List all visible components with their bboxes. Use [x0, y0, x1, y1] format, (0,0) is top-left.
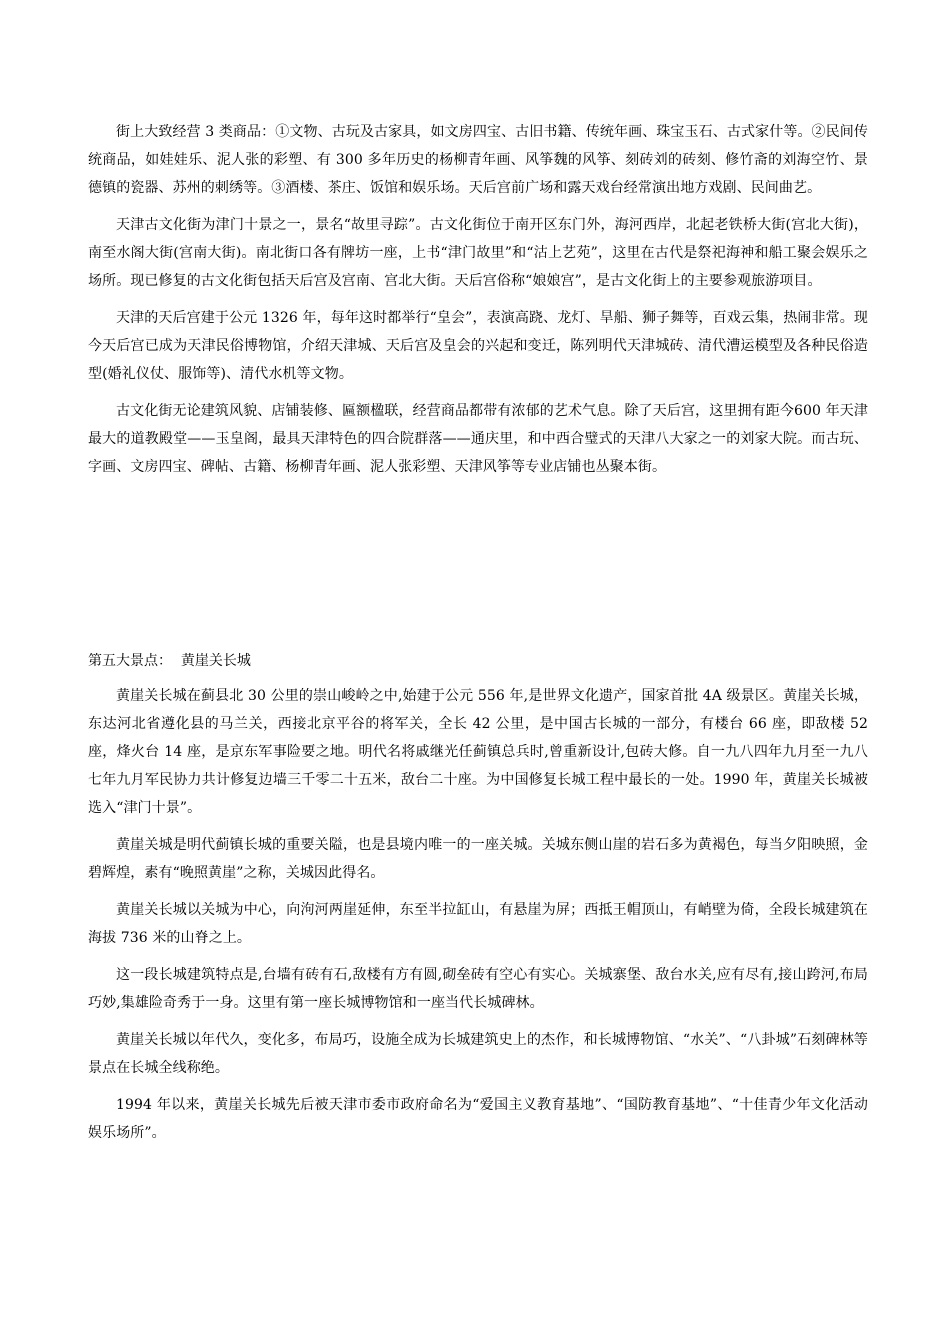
section-huangyaguan-great-wall	[88, 682, 868, 1147]
paragraph-layout: 黄崖关长城以关城为中心，向泃河两崖延伸，东至半拉缸山，有悬崖为屏；西抵王帽顶山，有峭壁为倚，全段长城建筑在海拔 736 米的山脊之上。	[88, 902, 868, 946]
paragraph-street-intro: 天津古文化街为津门十景之一，景名“故里寻踪”。古文化街位于南开区东门外，海河西岸，北起老铁桥大街(宫北大街)，南至水阁大街(宫南大街)。南北街口各有牌坊一座，上书“津门故里”和“沽上艺苑”，这里在古代是祭祀海神和船工聚会娱乐之场所。现已修复的古文化街包括天后宫及宫南、宫北大街。天后宫俗称“娘娘宫”，是古文化街上的主要参观旅游项目。	[88, 217, 868, 289]
paragraph-street-features: 古文化街无论建筑风貌、店铺装修、匾额楹联，经营商品都带有浓郁的艺术气息。除了天后宫，这里拥有距今600 年天津最大的道教殿堂——玉皇阁，最具天津特色的四合院群落——通庆里，和中西合璧式的天津八大家之一的刘家大院。而古玩、字画、文房四宝、碑帖、古籍、杨柳青年画、泥人张彩塑、天津风筝等专业店铺也丛聚本街。	[88, 403, 868, 475]
paragraph-great-wall-intro: 黄崖关长城在蓟县北 30 公里的崇山峻岭之中,始建于公元 556 年,是世界文化遗产，国家首批 4A 级景区。黄崖关长城，东达河北省遵化县的马兰关，西接北京平谷的将军关，全长 42 公里，是中国古长城的一部分，有楼台 66 座，即敌楼 52 座，烽火台 14 座，是京东军事险要之地。明代名将戚继光任蓟镇总兵时,曾重新设计,包砖大修。自一九八四年九月至一九八七年九月军民协力共计修复边墙三千零二十五米，敌台二十座。为中国修复长城工程中最长的一处。1990 年，黄崖关长城被选入“津门十景”。	[88, 688, 868, 816]
section-heading-huangyaguan: 第五大景点： 黄崖关长城	[88, 653, 251, 669]
section-ancient-culture-street	[88, 118, 868, 481]
paragraph-tianhou-palace: 天津的天后宫建于公元 1326 年，每年这时都举行“皇会”，表演高跷、龙灯、旱船、狮子舞等，百戏云集，热闹非常。现今天后宫已成为天津民俗博物馆，介绍天津城、天后宫及皇会的兴起和变迁，陈列明代天津城砖、清代漕运模型及各种民俗造型(婚礼仪仗、服饰等)、清代水机等文物。	[88, 310, 868, 382]
paragraph-goods: 街上大致经营 3 类商品：①文物、古玩及古家具，如文房四宝、古旧书籍、传统年画、珠宝玉石、古式家什等。②民间传统商品，如娃娃乐、泥人张的彩塑、有 300 多年历史的杨柳青年画、风筝魏的风筝、刻砖刘的砖刻、修竹斋的刘海空竹、景德镇的瓷器、苏州的刺绣等。③酒楼、茶庄、饭馆和娱乐场。天后宫前广场和露天戏台经常演出地方戏剧、民间曲艺。	[88, 124, 868, 196]
paragraph-honors: 1994 年以来，黄崖关长城先后被天津市委市政府命名为“爱国主义教育基地”、“国防教育基地”、“十佳青少年文化活动娱乐场所”。	[88, 1097, 868, 1141]
paragraph-masterpiece: 黄崖关长城以年代久，变化多，布局巧，设施全成为长城建筑史上的杰作，和长城博物馆、“水关”、“八卦城”石刻碑林等景点在长城全线称绝。	[88, 1032, 868, 1076]
paragraph-architecture: 这一段长城建筑特点是,台墙有砖有石,敌楼有方有圆,砌垒砖有空心有实心。关城寨堡、敌台水关,应有尽有,接山跨河,布局巧妙,集雄险奇秀于一身。这里有第一座长城博物馆和一座当代长城碑林。	[88, 967, 868, 1011]
paragraph-pass-city: 黄崖关城是明代蓟镇长城的重要关隘，也是县境内唯一的一座关城。关城东侧山崖的岩石多为黄褐色，每当夕阳映照，金碧辉煌，素有“晚照黄崖”之称，关城因此得名。	[88, 837, 868, 881]
